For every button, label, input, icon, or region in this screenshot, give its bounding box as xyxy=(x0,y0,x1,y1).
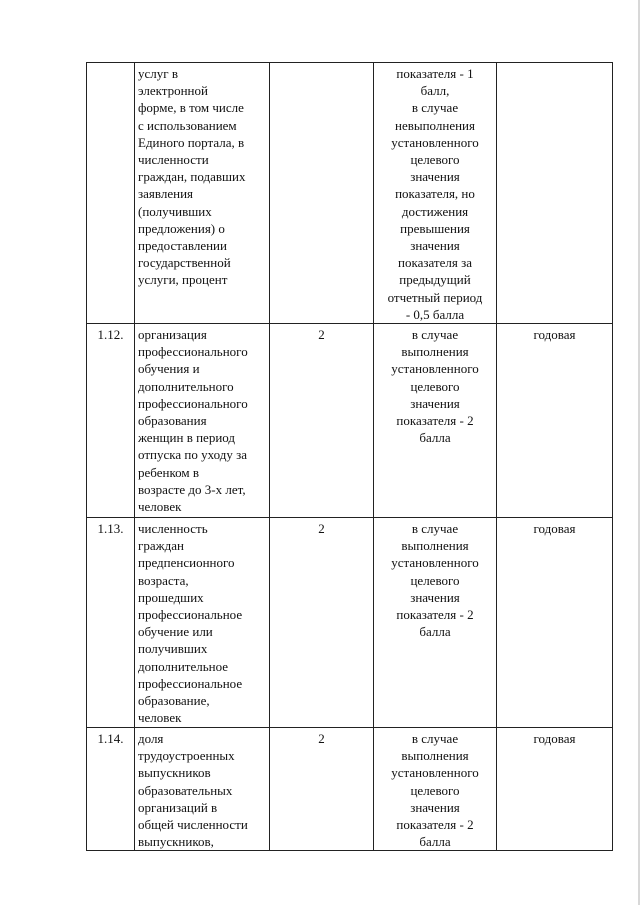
table-row xyxy=(87,324,613,518)
scoring-condition: в случае выполнения установленного целевого значения показателя - 2 балла xyxy=(374,324,497,518)
row-number: 1.12. xyxy=(87,324,135,518)
max-score: 2 xyxy=(270,518,374,728)
row-number xyxy=(87,63,135,324)
table-row xyxy=(87,518,613,728)
scoring-condition: в случае выполнения установленного целевого значения показателя - 2 балла xyxy=(374,728,497,851)
indicator-name: организация профессионального обучения и дополнительного профессионального образования женщин в период отпуска по уходу за ребенком в возрасте до 3-х лет, человек xyxy=(135,324,270,518)
scoring-condition: показателя - 1 балл, в случае невыполнения установленного целевого значения показателя, но достижения превышения значения показателя за предыдущий отчетный период - 0,5 балла xyxy=(374,63,497,324)
indicator-name: доля трудоустроенных выпускников образовательных организаций в общей численности выпускников, xyxy=(135,728,270,851)
periodicity: годовая xyxy=(497,518,613,728)
periodicity: годовая xyxy=(497,324,613,518)
table-row xyxy=(87,63,613,324)
scoring-condition: в случае выполнения установленного целевого значения показателя - 2 балла xyxy=(374,518,497,728)
periodicity xyxy=(497,63,613,324)
max-score: 2 xyxy=(270,324,374,518)
indicator-name: численность граждан предпенсионного возраста, прошедших профессиональное обучение или получивших дополнительное профессиональное образование, человек xyxy=(135,518,270,728)
row-number: 1.13. xyxy=(87,518,135,728)
indicator-name: услуг в электронной форме, в том числе с использованием Единого портала, в численности граждан, подавших заявления (получивших предложения) о предоставлении государственной услуги, процент xyxy=(135,63,270,324)
max-score: 2 xyxy=(270,728,374,851)
periodicity: годовая xyxy=(497,728,613,851)
criteria-table xyxy=(86,62,613,851)
table-row xyxy=(87,728,613,851)
row-number: 1.14. xyxy=(87,728,135,851)
max-score xyxy=(270,63,374,324)
